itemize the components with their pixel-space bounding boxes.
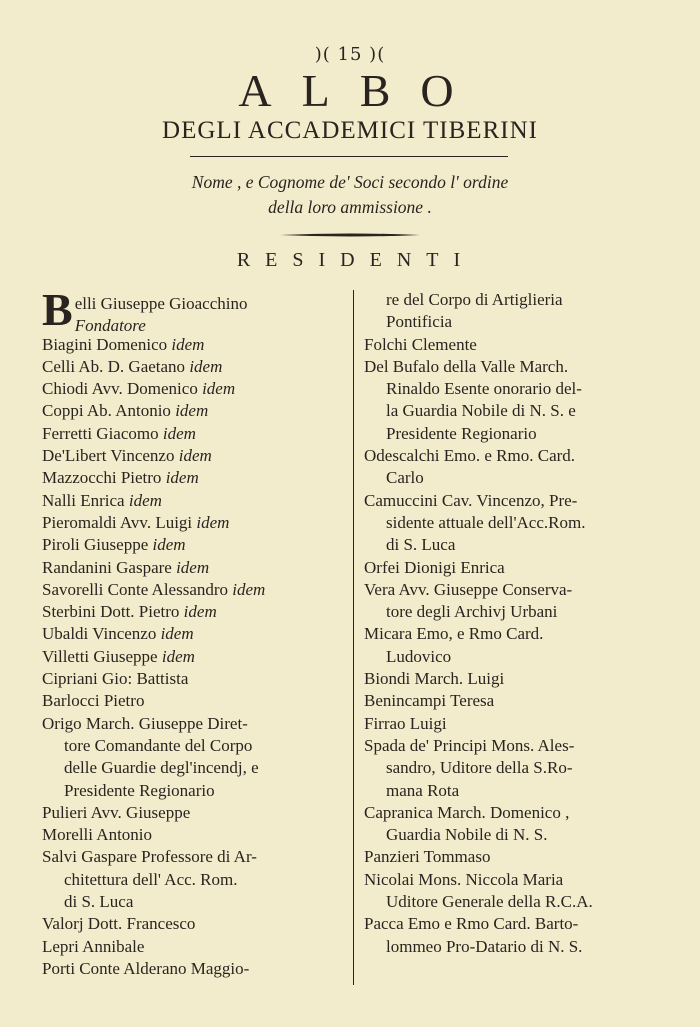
member-entry (42, 423, 347, 445)
right-column (364, 289, 674, 958)
member-entry (42, 400, 347, 422)
idem-tag: idem (178, 446, 212, 466)
idem-tag: idem (202, 379, 236, 399)
column-divider (353, 290, 354, 985)
member-entry (42, 356, 347, 378)
member-line: Origo March. Giuseppe Diret- (42, 713, 248, 733)
member-entry (42, 579, 347, 601)
member-name: Ferretti Giacomo (42, 423, 163, 443)
page-subtitle: DEGLI ACCADEMICI TIBERINI (162, 117, 538, 144)
member-name: Mazzocchi Pietro (42, 468, 166, 488)
member-line-continuation: sidente attuale dell'Acc.Rom. (386, 512, 586, 532)
idem-tag: idem (162, 423, 196, 443)
page-title: ALBO (238, 65, 484, 116)
left-column (42, 284, 347, 980)
member-entry (42, 512, 347, 534)
member-name: De'Libert Vincenzo (42, 446, 179, 466)
idem-tag: idem (176, 557, 210, 577)
member-entry (42, 445, 347, 467)
member-line: Benincampi Teresa (364, 691, 495, 711)
member-line-continuation: Carlo (386, 468, 424, 488)
member-line-continuation: la Guardia Nobile di N. S. e (386, 401, 576, 421)
member-line: Spada de' Principi Mons. Ales- (364, 735, 575, 755)
member-name: Celli Ab. D. Gaetano (42, 356, 190, 376)
member-line-continuation: tore degli Archivj Urbani (386, 602, 558, 622)
member-entry (42, 623, 347, 645)
member-line: Capranica March. Domenico , (364, 802, 570, 822)
member-line-continuation: Uditore Generale della R.C.A. (386, 892, 593, 912)
idem-tag: idem (196, 512, 230, 532)
member-line-continuation: Pontificia (386, 312, 453, 332)
member-line: Odescalchi Emo. e Rmo. Card. (364, 446, 576, 466)
member-line: Salvi Gaspare Professore di Ar- (42, 847, 257, 867)
member-entry (42, 646, 347, 668)
member-name: Piroli Giuseppe (42, 535, 153, 555)
member-line: Valorj Dott. Francesco (42, 914, 196, 934)
member-entry (42, 378, 347, 400)
member-entry (42, 334, 347, 356)
idem-tag: idem (165, 468, 199, 488)
idem-tag: idem (175, 401, 209, 421)
section-title: RESIDENTI (236, 249, 476, 271)
member-line-continuation: di S. Luca (64, 892, 134, 912)
member-line-continuation: re del Corpo di Artiglieria (386, 290, 563, 309)
idem-entries (42, 334, 347, 668)
member-line: Folchi Clemente (364, 334, 477, 354)
member-line: Barlocci Pietro (42, 691, 145, 711)
member-line: Panzieri Tommaso (364, 847, 491, 867)
member-line-continuation: Rinaldo Esente onorario del- (386, 379, 582, 399)
member-entry (42, 534, 347, 556)
member-name: Ubaldi Vincenzo (42, 624, 161, 644)
idem-tag: idem (161, 646, 195, 666)
member-line-continuation: Presidente Regionario (386, 423, 537, 443)
member-line: Vera Avv. Giuseppe Conserva- (364, 579, 573, 599)
idem-tag: idem (171, 334, 205, 354)
member-name: Nalli Enrica (42, 490, 129, 510)
member-name: Chiodi Avv. Domenico (42, 379, 203, 399)
intro-line-2: della loro ammissione . (268, 197, 432, 217)
right-lines (364, 289, 674, 958)
member-name: Biagini Domenico (42, 334, 172, 354)
intro-line-1: Nome , e Cognome de' Soci secondo l' ordine (191, 172, 509, 192)
member-name: Savorelli Conte Alessandro (42, 579, 233, 599)
founder-note: Fondatore (74, 316, 146, 336)
left-lines (42, 668, 347, 980)
member-line-continuation: delle Guardie degl'incendj, e (64, 758, 259, 778)
ornamental-rule (280, 233, 420, 237)
member-line: Pulieri Avv. Giuseppe (42, 802, 191, 822)
member-line: Micara Emo, e Rmo Card. (364, 624, 544, 644)
member-line-continuation: chitettura dell' Acc. Rom. (64, 869, 238, 889)
member-line: Firrao Luigi (364, 713, 447, 733)
member-line: Biondi March. Luigi (364, 669, 505, 689)
idem-tag: idem (232, 579, 266, 599)
first-entry-line: elli Giuseppe Gioacchino (74, 294, 248, 313)
member-line-continuation: tore Comandante del Corpo (64, 735, 253, 755)
idem-tag: idem (152, 535, 186, 555)
idem-tag: idem (189, 356, 223, 376)
page-number: )( 15 )( (314, 44, 386, 65)
first-entry (42, 284, 347, 336)
member-name: Coppi Ab. Antonio (42, 401, 176, 421)
member-name: Randanini Gaspare (42, 557, 177, 577)
member-line-continuation: Presidente Regionario (64, 780, 215, 800)
member-line-continuation: mana Rota (386, 780, 460, 800)
member-line: Camuccini Cav. Vincenzo, Pre- (364, 490, 578, 510)
member-line: Pacca Emo e Rmo Card. Barto- (364, 914, 579, 934)
member-line-continuation: Guardia Nobile di N. S. (386, 825, 548, 845)
member-line: Nicolai Mons. Niccola Maria (364, 869, 564, 889)
member-entry (42, 467, 347, 489)
idem-tag: idem (128, 490, 162, 510)
member-line: Lepri Annibale (42, 936, 145, 956)
title-rule (190, 156, 508, 157)
member-line-continuation: lommeo Pro-Datario di N. S. (386, 936, 583, 956)
member-line: Orfei Dionigi Enrica (364, 557, 505, 577)
member-name: Pieromaldi Avv. Luigi (42, 512, 197, 532)
member-line: Porti Conte Alderano Maggio- (42, 958, 250, 978)
member-entry (42, 557, 347, 579)
member-line: Morelli Antonio (42, 825, 153, 845)
idem-tag: idem (183, 602, 217, 622)
member-line: Del Bufalo della Valle March. (364, 356, 569, 376)
drop-cap: B (42, 284, 73, 335)
member-name: Villetti Giuseppe (42, 646, 162, 666)
member-line-continuation: sandro, Uditore della S.Ro- (386, 758, 573, 778)
idem-tag: idem (160, 624, 194, 644)
member-entry (42, 490, 347, 512)
intro-text (100, 170, 600, 220)
member-entry (42, 601, 347, 623)
member-name: Sterbini Dott. Pietro (42, 602, 184, 622)
member-line: Cipriani Gio: Battista (42, 669, 189, 689)
member-line-continuation: Ludovico (386, 646, 452, 666)
member-line-continuation: di S. Luca (386, 535, 456, 555)
